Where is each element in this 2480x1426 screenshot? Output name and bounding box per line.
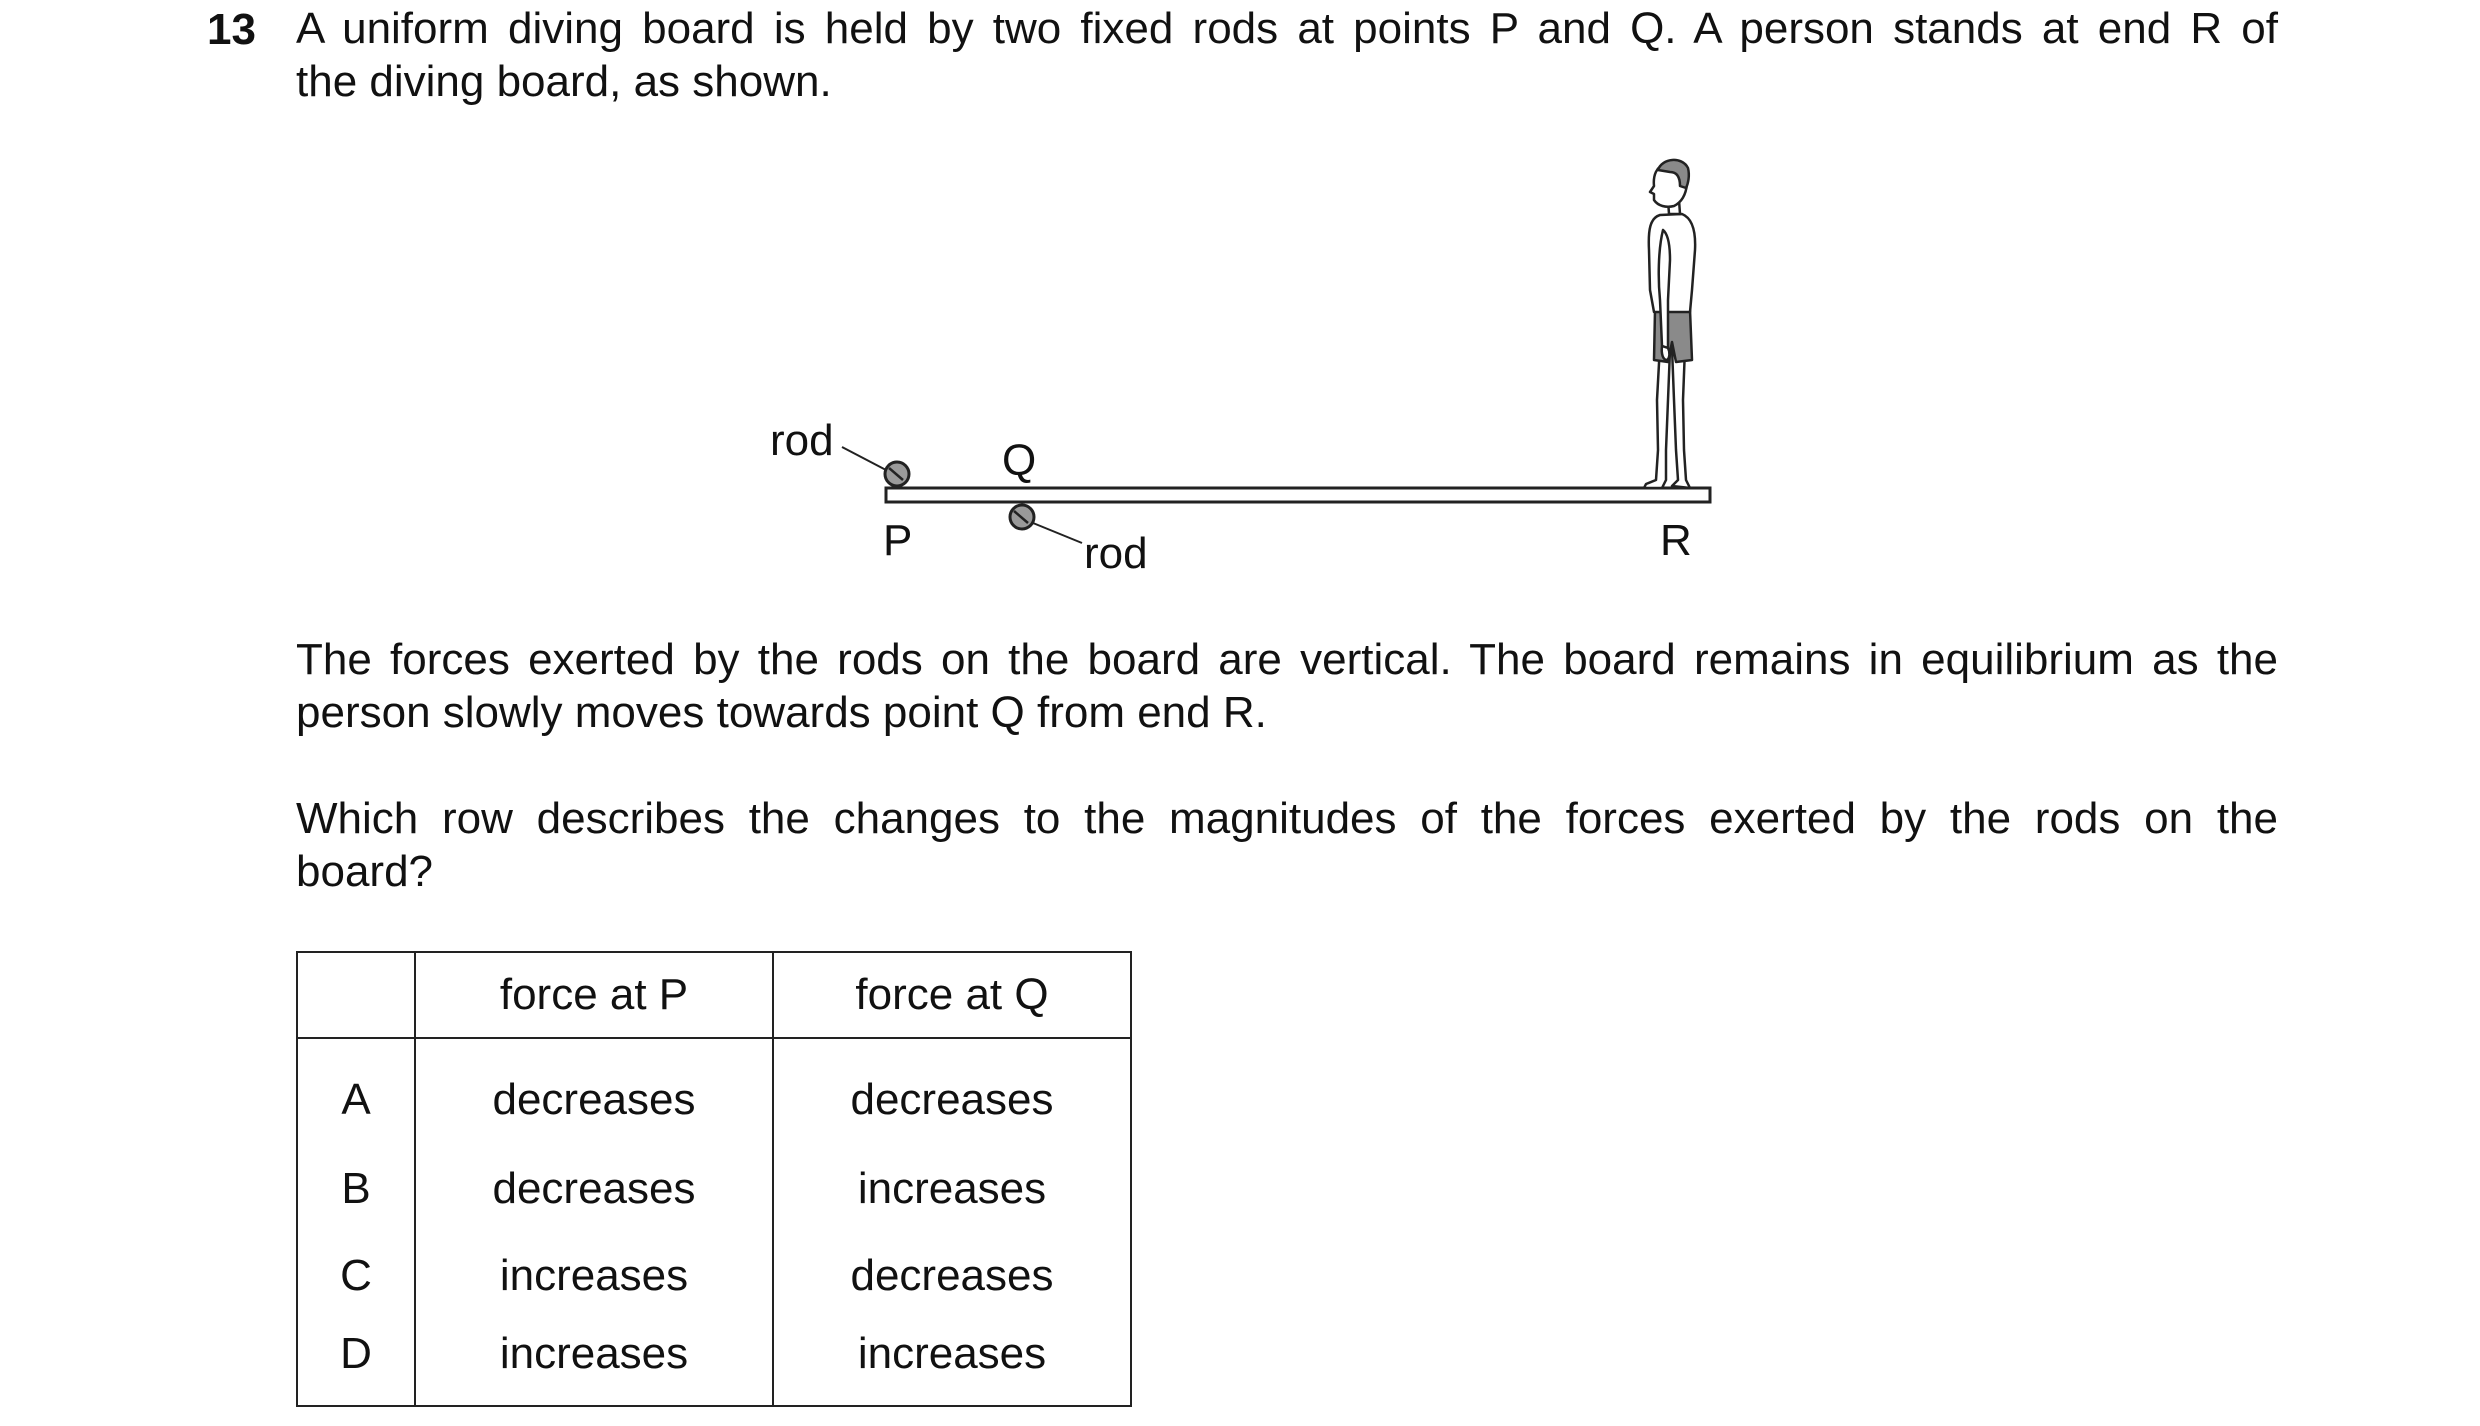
label-r: R <box>1660 516 1692 565</box>
person-figure <box>1644 160 1695 488</box>
label-q: Q <box>1002 436 1037 485</box>
option-key: D <box>297 1319 415 1406</box>
option-force-p: decreases <box>415 1038 773 1145</box>
label-rod-lower: rod <box>1084 529 1148 578</box>
diving-board <box>886 488 1710 502</box>
intro-line-1: A uniform diving board is held by two fixed rods at points P and Q. A person stands at end R of <box>296 4 2278 53</box>
rod-lower-leader <box>1033 523 1082 543</box>
answer-options-table <box>296 951 1132 1407</box>
table-row[interactable] <box>297 1319 1131 1406</box>
header-force-p: force at P <box>415 952 773 1038</box>
option-key: C <box>297 1232 415 1319</box>
conditions-line-1: The forces exerted by the rods on the board are vertical. The board remains in equilibrium as the <box>296 635 2278 684</box>
question-number: 13 <box>207 5 256 54</box>
intro-line-2: the diving board, as shown. <box>296 57 832 106</box>
table-row[interactable] <box>297 1038 1131 1145</box>
prompt-line-2: board? <box>296 847 434 896</box>
option-key: B <box>297 1145 415 1232</box>
option-force-q: increases <box>773 1145 1131 1232</box>
question-conditions <box>296 633 2278 739</box>
question-prompt <box>296 792 2278 898</box>
diving-board-diagram <box>700 150 1780 590</box>
header-force-q: force at Q <box>773 952 1131 1038</box>
question-intro <box>296 2 2278 108</box>
table-row[interactable] <box>297 1145 1131 1232</box>
table-header-row <box>297 952 1131 1038</box>
header-key <box>297 952 415 1038</box>
conditions-line-2: person slowly moves towards point Q from end R. <box>296 688 1267 737</box>
option-force-p: decreases <box>415 1145 773 1232</box>
option-force-q: increases <box>773 1319 1131 1406</box>
label-p: P <box>883 516 913 565</box>
table-row[interactable] <box>297 1232 1131 1319</box>
option-force-q: decreases <box>773 1038 1131 1145</box>
option-force-p: increases <box>415 1319 773 1406</box>
option-key: A <box>297 1038 415 1145</box>
option-force-p: increases <box>415 1232 773 1319</box>
prompt-line-1: Which row describes the changes to the magnitudes of the forces exerted by the rods on the <box>296 794 2278 843</box>
option-force-q: decreases <box>773 1232 1131 1319</box>
label-rod-upper: rod <box>770 416 834 465</box>
rod-upper-leader <box>842 447 886 470</box>
